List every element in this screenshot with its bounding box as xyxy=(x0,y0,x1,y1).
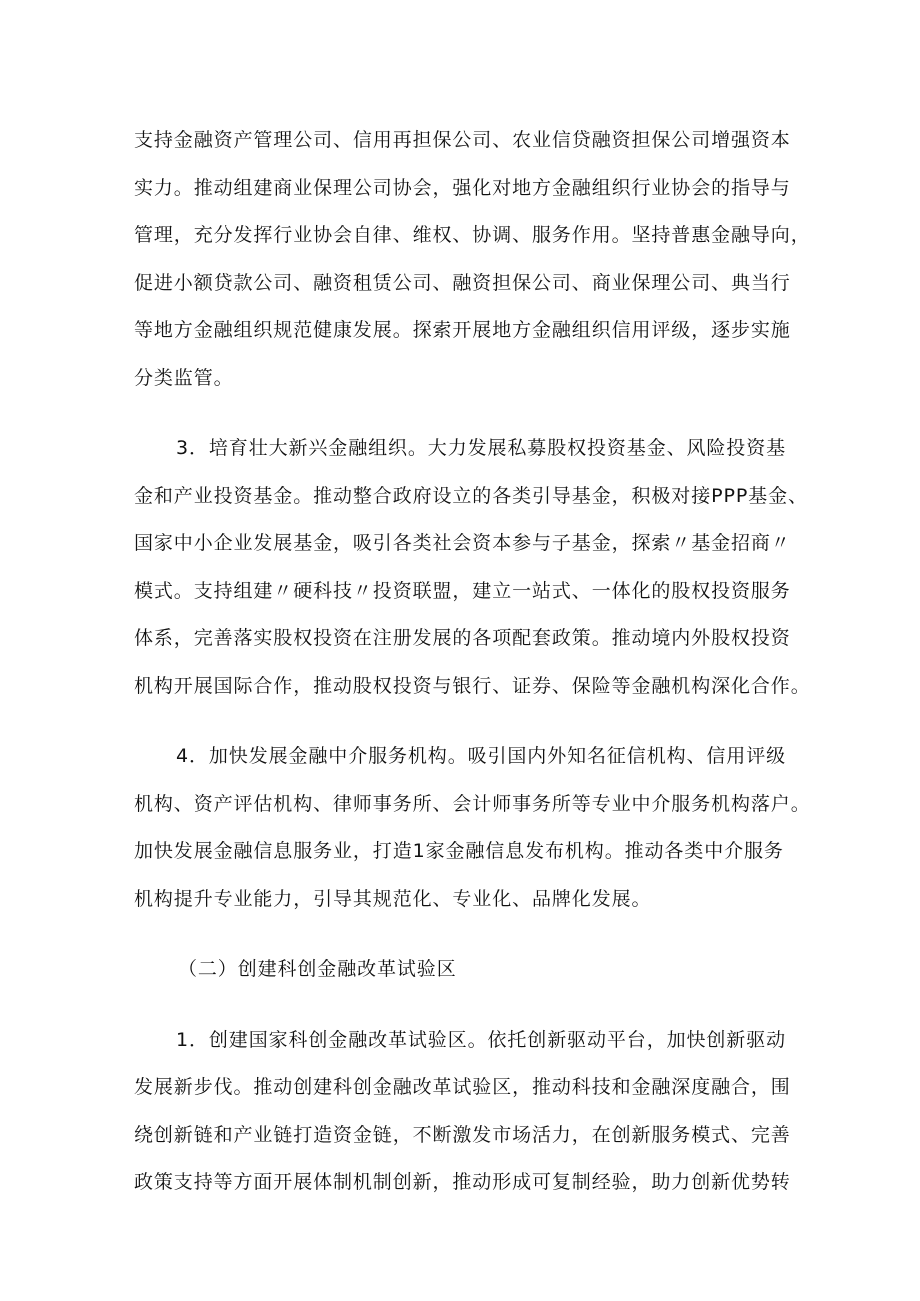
section-heading-text: （二）创建科创金融改革试验区 xyxy=(178,958,457,980)
text-line: 加快发展金融信息服务业，打造1家金融信息发布机构。推动各类中介服务 xyxy=(134,840,784,862)
text-line: 模式。支持组建〃硬科技〃投资联盟，建立一站式、一体化的股权投资服务 xyxy=(134,579,791,602)
text-line: 促进小额贷款公司、融资租赁公司、融资担保公司、商业保理公司、典当行 xyxy=(134,271,791,294)
text-line: 管理，充分发挥行业协会自律、维权、协调、服务作用。坚持普惠金融导向， xyxy=(134,224,811,246)
text-line: 政策支持等方面开展体制机制创新，推动形成可复制经验，助力创新优势转 xyxy=(134,1171,791,1193)
paragraph-item-4 xyxy=(134,733,811,923)
text-line: 支持金融资产管理公司、信用再担保公司、农业信贷融资担保公司增强资本 xyxy=(134,129,791,151)
paragraph-item-1 xyxy=(134,1017,794,1207)
text-line: 实力。推动组建商业保理公司协会，强化对地方金融组织行业协会的指导与 xyxy=(134,176,791,199)
text-line: 1．创建国家科创金融改革试验区。依托创新驱动平台，加快创新驱动 xyxy=(176,1028,786,1051)
text-line: 国家中小企业发展基金，吸引各类社会资本参与子基金，探索〃基金招商〃 xyxy=(134,532,791,554)
text-line: 体系，完善落实股权投资在注册发展的各项配套政策。推动境内外股权投资 xyxy=(134,627,791,649)
text-line: 机构提升专业能力，引导其规范化、专业化、品牌化发展。 xyxy=(134,887,652,910)
text-line: 机构、资产评估机构、律师事务所、会计师事务所等专业中介服务机构落户。 xyxy=(134,792,811,815)
text-line: 3．培育壮大新兴金融组织。大力发展私募股权投资基金、风险投资基 xyxy=(176,437,786,459)
text-line: 4．加快发展金融中介服务机构。吸引国内外知名征信机构、信用评级 xyxy=(176,745,786,767)
text-line: 绕创新链和产业链打造资金链，不断激发市场活力，在创新服务模式、完善 xyxy=(134,1123,791,1146)
section-heading xyxy=(134,946,794,994)
text-line: 分类监管。 xyxy=(134,366,234,389)
text-line: 金和产业投资基金。推动整合政府设立的各类引导基金，积极对接PPP基金、 xyxy=(134,484,808,507)
text-line: 等地方金融组织规范健康发展。探索开展地方金融组织信用评级，逐步实施 xyxy=(134,319,791,341)
text-line: 机构开展国际合作，推动股权投资与银行、证券、保险等金融机构深化合作。 xyxy=(134,674,811,697)
paragraph-financial-organizations xyxy=(134,117,811,402)
text-line: 发展新步伐。推动创建科创金融改革试验区，推动科技和金融深度融合，围 xyxy=(134,1076,791,1098)
paragraph-item-3 xyxy=(134,425,811,710)
